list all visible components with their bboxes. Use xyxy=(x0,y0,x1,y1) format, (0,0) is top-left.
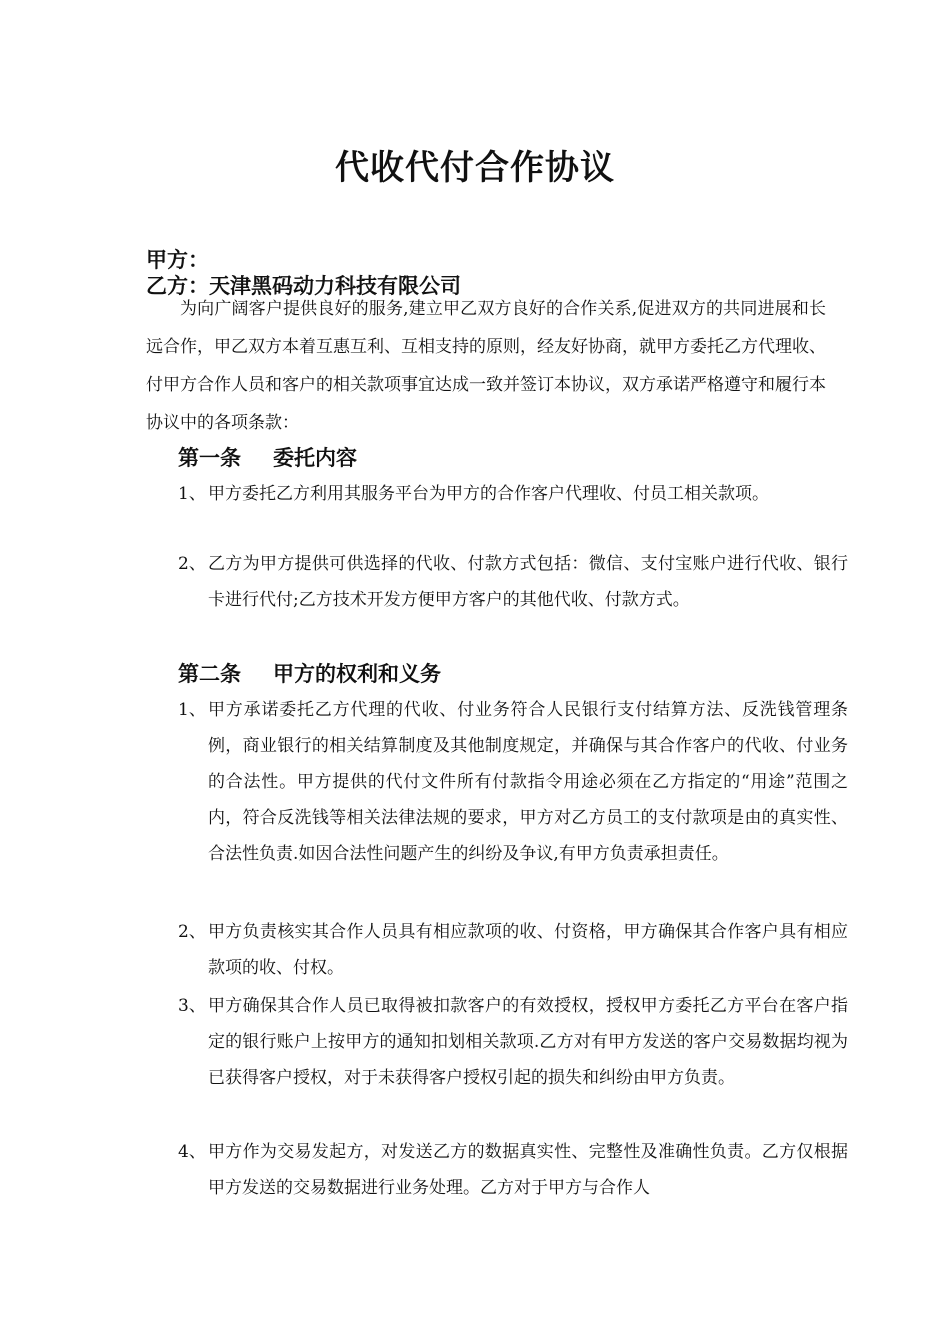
party-a-label: 甲方： xyxy=(146,248,209,272)
clause-number: 4、 xyxy=(178,1142,206,1162)
clause-item xyxy=(178,914,848,986)
section-title: 委托内容 xyxy=(273,446,357,470)
clause-number: 1、 xyxy=(178,700,206,720)
clause-item xyxy=(178,988,848,1096)
section-article-number: 第二条 xyxy=(178,662,241,686)
clause-number: 2、 xyxy=(178,922,206,942)
clause-item xyxy=(178,546,848,618)
clause-text: 甲方委托乙方利用其服务平台为甲方的合作客户代理收、付员工相关款项。 xyxy=(208,484,769,504)
section-article-number: 第一条 xyxy=(178,446,241,470)
section-heading-1 xyxy=(178,443,357,473)
section-heading-2 xyxy=(178,659,441,689)
clause-text: 甲方作为交易发起方，对发送乙方的数据真实性、完整性及准确性负责。乙方仅根据甲方发送的交易数据进行业务处理。乙方对于甲方与合作人 xyxy=(208,1142,848,1198)
clause-number: 3、 xyxy=(178,996,206,1016)
clause-item xyxy=(178,692,848,872)
clause-item xyxy=(178,476,848,512)
section-title: 甲方的权利和义务 xyxy=(273,662,441,686)
clause-item xyxy=(178,1134,848,1206)
clause-text: 甲方确保其合作人员已取得被扣款客户的有效授权，授权甲方委托乙方平台在客户指定的银行账户上按甲方的通知扣划相关款项.乙方对有甲方发送的客户交易数据均视为已获得客户授权，对于未获得客户授权引起的损失和纠纷由甲方负责。 xyxy=(208,996,848,1088)
document-title: 代收代付合作协议 xyxy=(335,148,615,188)
party-b-label: 乙方：天津黑码动力科技有限公司 xyxy=(146,274,461,298)
clause-text: 甲方承诺委托乙方代理的代收、付业务符合人民银行支付结算方法、反洗钱管理条例，商业银行的相关结算制度及其他制度规定，并确保与其合作客户的代收、付业务的合法性。甲方提供的代付文件所有付款指令用途必须在乙方指定的“用途”范围之内，符合反洗钱等相关法律法规的要求，甲方对乙方员工的支付款项是由的真实性、合法性负责.如因合法性问题产生的纠纷及争议,有甲方负责承担责任。 xyxy=(208,700,848,864)
clause-number: 1、 xyxy=(178,484,206,504)
clause-text: 乙方为甲方提供可供选择的代收、付款方式包括：微信、支付宝账户进行代收、银行卡进行代付;乙方技术开发方便甲方客户的其他代收、付款方式。 xyxy=(208,554,848,610)
clause-number: 2、 xyxy=(178,554,206,574)
clause-text: 甲方负责核实其合作人员具有相应款项的收、付资格，甲方确保其合作客户具有相应款项的收、付权。 xyxy=(208,922,848,978)
intro-paragraph: 为向广阔客户提供良好的服务,建立甲乙双方良好的合作关系,促进双方的共同进展和长远合作，甲乙双方本着互惠互利、互相支持的原则，经友好协商，就甲方委托乙方代理收、付甲方合作人员和客户的相关款项事宜达成一致并签订本协议，双方承诺严格遵守和履行本协议中的各项条款： xyxy=(146,299,826,433)
